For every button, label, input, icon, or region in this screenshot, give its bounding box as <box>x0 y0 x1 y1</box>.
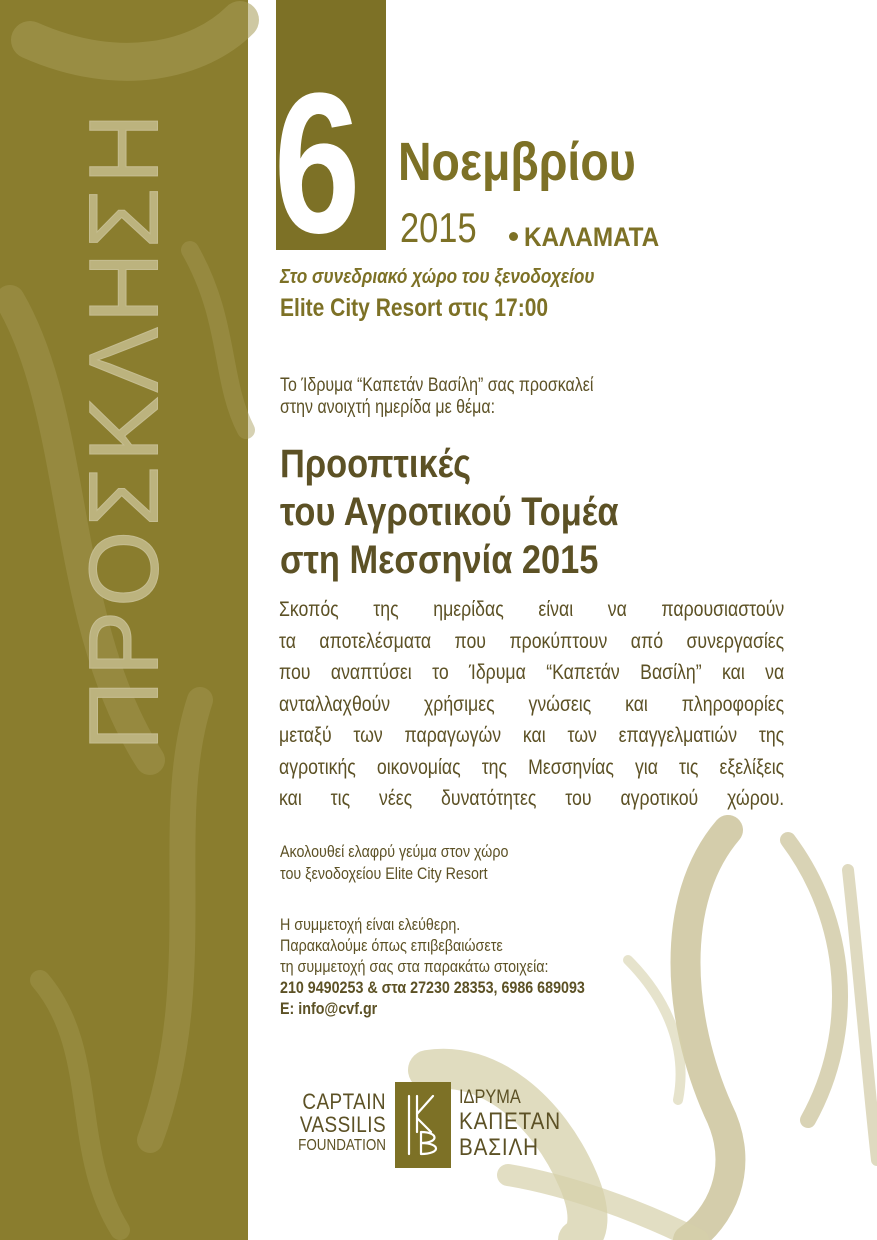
event-headline <box>280 440 762 584</box>
kb-monogram-icon <box>395 1082 451 1168</box>
logo-en-line: VASSILIS <box>299 1112 386 1137</box>
paragraph-line: τα αποτελέσματα που προκύπτουν από συνεργασίες <box>279 629 785 653</box>
meal-line: Ακολουθεί ελαφρύ γεύμα στον χώρο <box>280 842 509 861</box>
rsvp-line-1: Η συμμετοχή είναι ελεύθερη. <box>280 915 461 934</box>
event-day: 6 <box>273 52 361 275</box>
phone-numbers: 210 9490253 & στα 27230 28353, 6986 689093 <box>280 978 585 997</box>
foundation-name-greek <box>459 1087 578 1161</box>
logo-gr-line: ΚΑΠΕΤΑΝ <box>459 1108 561 1135</box>
meal-note <box>280 841 508 885</box>
rsvp-line-2: Παρακαλούμε όπως επιβεβαιώσετε <box>280 936 503 955</box>
paragraph-line: Σκοπός της ημερίδας είναι να παρουσιαστούν <box>279 598 785 621</box>
intro-line: στην ανοιχτή ημερίδα με θέμα: <box>280 397 496 418</box>
intro-text <box>280 375 700 419</box>
event-month: Νοεμβρίου <box>398 132 636 192</box>
rsvp-line-3: τη συμμετοχή σας στα παρακάτω στοιχεία: <box>280 957 549 976</box>
headline-line: στη Μεσσηνία 2015 <box>280 538 599 582</box>
paragraph-line: αγροτικής οικονομίας της Μεσσηνίας για τις εξελίξεις <box>279 755 785 779</box>
left-olive-band <box>0 0 248 1240</box>
logo-gr-line: ΒΑΣΙΛΗ <box>459 1134 539 1161</box>
event-year: 2015 <box>400 204 477 251</box>
paragraph-line: που αναπτύσει το Ίδρυμα “Καπετάν Βασίλη” και να <box>279 661 785 684</box>
venue-line-2: Elite City Resort στις 17:00 <box>280 294 549 322</box>
foundation-logo-icon <box>395 1082 451 1168</box>
meal-line: του ξενοδοχείου Elite City Resort <box>280 864 488 883</box>
venue-line-1: Στο συνεδριακό χώρο του ξενοδοχείου <box>280 266 595 288</box>
headline-line: Προοπτικές <box>280 442 472 486</box>
separator-dot <box>509 232 518 241</box>
invitation-vertical-title: ΠΡΟΣΚΛΗΣΗ <box>68 109 179 751</box>
paragraph-line: και τις νέες δυνατότητες του αγροτικού χώρου. <box>279 787 785 810</box>
intro-line: Το Ίδρυμα “Καπετάν Βασίλη” σας προσκαλεί <box>280 375 594 396</box>
rsvp-contact <box>280 914 585 1019</box>
foundation-name-english <box>280 1090 386 1156</box>
logo-en-line: CAPTAIN <box>302 1089 386 1114</box>
logo-gr-line: ΙΔΡΥΜΑ <box>459 1087 521 1108</box>
paragraph-line: μεταξύ των παραγωγών και των επαγγελματιών της <box>279 724 785 747</box>
paragraph-line: ανταλλαχθούν χρήσιμες γνώσεις και πληροφορίες <box>279 692 785 716</box>
description-paragraph <box>279 594 785 810</box>
headline-line: του Αγροτικού Τομέα <box>280 490 619 534</box>
email-address: E: info@cvf.gr <box>280 999 378 1018</box>
event-city: ΚΑΛΑΜΑΤΑ <box>524 222 660 252</box>
logo-en-line: FOUNDATION <box>298 1137 386 1154</box>
